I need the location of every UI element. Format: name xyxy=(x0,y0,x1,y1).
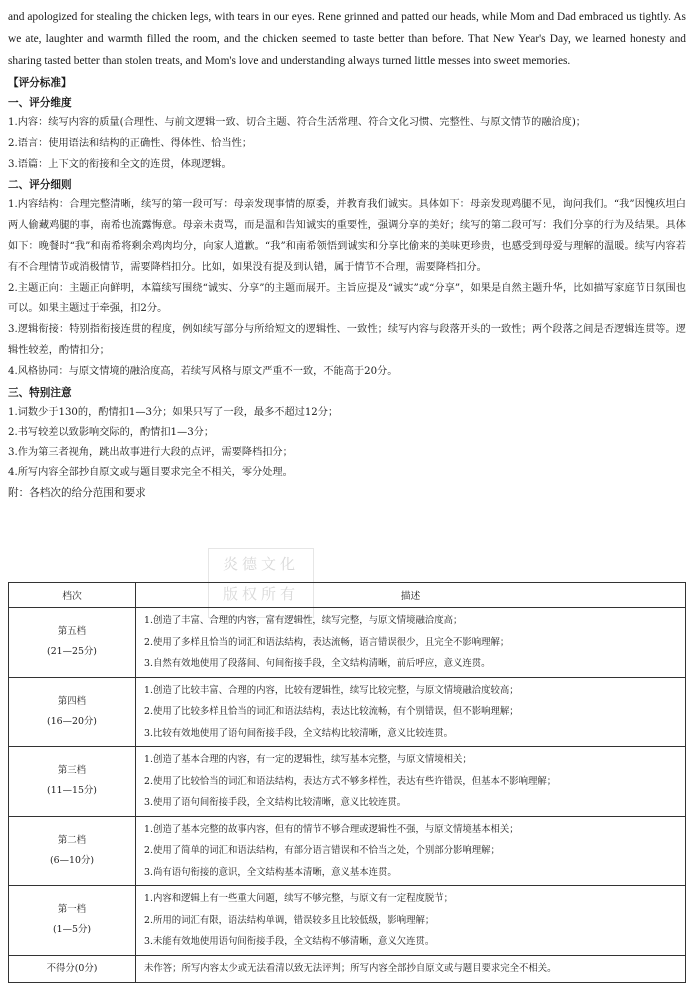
level-name: 第五档 xyxy=(57,626,87,638)
table-caption: 附：各档次的给分范围和要求 xyxy=(8,486,146,499)
dims-item-1: 1.内容：续写内容的质量(合理性、与前文逻辑一致、切合主题、符合生活常理、符合文化习惯、完整性、与原文情节的融洽度)； xyxy=(8,117,586,128)
description-cell xyxy=(136,747,686,817)
table-row xyxy=(9,608,686,678)
level-cell xyxy=(9,608,136,678)
table-row xyxy=(9,677,686,747)
table-row-zero xyxy=(9,955,686,982)
desc-line: 1.创造了比较丰富、合理的内容，比较有逻辑性，续写比较完整，与原文情境融洽度较高； xyxy=(144,684,519,696)
table-row xyxy=(9,886,686,956)
desc-line: 3.尚有语句衔接的意识，全文结构基本清晰，意义基本连贯。 xyxy=(144,866,397,878)
level-range: (11—15分) xyxy=(47,785,97,797)
table-row xyxy=(9,747,686,817)
section-heading-dims: 一、评分维度 xyxy=(8,97,72,109)
table-header-row xyxy=(9,583,686,608)
desc-line: 3.自然有效地使用了段落间、句间衔接手段，全文结构清晰，前后呼应，意义连贯。 xyxy=(144,658,491,669)
header-description: 描述 xyxy=(136,583,686,608)
desc-line: 1.创造了丰富、合理的内容，富有逻辑性，续写完整，与原文情境融洽度高； xyxy=(144,615,463,626)
description-cell xyxy=(136,677,686,747)
level-range: (16—20分) xyxy=(47,715,97,727)
desc-line: 3.比较有效地使用了语句间衔接手段，全文结构比较清晰，意义比较连贯。 xyxy=(144,727,453,739)
level-name: 第二档 xyxy=(57,834,87,846)
level-cell xyxy=(9,886,136,956)
level-range: (6—10分) xyxy=(50,854,94,866)
notes-item-4: 4.所写内容全部抄自原文或与题目要求完全不相关，零分处理。 xyxy=(8,466,293,478)
document-page xyxy=(8,6,686,503)
description-cell: 未作答；所写内容太少或无法看清以致无法评判；所写内容全部抄自原文或与题目要求完全不相关。 xyxy=(136,955,686,982)
dims-item-2: 2.语言：使用语法和结构的正确性、得体性、恰当性； xyxy=(8,137,253,149)
level-range: (21—25分) xyxy=(47,646,97,658)
notes-item-2: 2.书写较差以致影响交际的，酌情扣1—3分； xyxy=(8,426,215,438)
watermark-line-2: 版权所有 xyxy=(222,585,299,603)
desc-line: 2.使用了比较多样且恰当的词汇和语法结构，表达比较流畅，有个别错误，但不影响理解； xyxy=(144,706,519,717)
desc-line: 1.创造了基本合理的内容，有一定的逻辑性，续写基本完整，与原文情境相关； xyxy=(144,754,472,765)
watermark-line-1: 炎德文化 xyxy=(222,555,299,573)
header-level: 档次 xyxy=(9,583,136,608)
description-cell xyxy=(136,816,686,886)
standard-title: 【评分标准】 xyxy=(8,77,72,89)
section-heading-rules: 二、评分细则 xyxy=(8,179,72,192)
dims-item-3: 3.语篇：上下文的衔接和全文的连贯，体现逻辑。 xyxy=(8,158,232,170)
level-name: 第一档 xyxy=(57,904,87,916)
level-name: 第四档 xyxy=(57,695,87,707)
rules-item-3: 3.逻辑衔接：特别指衔接连贯的程度，例如续写部分与所给短文的逻辑性、一致性；续写内容与段落开头的一致性；两个段落之间是否逻辑连贯等。逻辑性较差，酌情扣分； xyxy=(8,324,686,356)
rules-item-4: 4.风格协同：与原文情境的融洽度高，若续写风格与原文严重不一致，不能高于20分。 xyxy=(8,365,398,377)
level-cell: 不得分(0分) xyxy=(9,955,136,982)
desc-line: 1.内容和逻辑上有一些重大问题，续写不够完整，与原文有一定程度脱节； xyxy=(144,893,453,904)
level-cell xyxy=(9,816,136,886)
rules-item-2: 2.主题正向：主题正向鲜明，本篇续写围绕“诚实、分享”的主题而展开。主旨应提及“诚实”或“分享”，如果是自然主题升华，比如描写家庭节日氛围也可以。如果主题过于牵强，扣2分。 xyxy=(8,282,686,315)
desc-line: 2.所用的词汇有限，语法结构单调，错误较多且比较低级，影响理解； xyxy=(144,914,435,926)
desc-line: 3.未能有效地使用语句间衔接手段，全文结构不够清晰，意义欠连贯。 xyxy=(144,936,435,947)
desc-line: 1.创造了基本完整的故事内容，但有的情节不够合理或逻辑性不强，与原文情境基本相关； xyxy=(144,823,519,835)
desc-line: 2.使用了比较恰当的词汇和语法结构，表达方式不够多样性，表达有些许错误，但基本不影响理解； xyxy=(144,775,557,787)
notes-item-3: 3.作为第三者视角，跳出故事进行大段的点评，需要降档扣分； xyxy=(8,446,293,458)
story-paragraph: and apologized for stealing the chicken legs, with tears in our eyes. Rene grinned and patted our heads, while Mom and Dad embraced us tightly. As we ate, laughter and warmth filled the room, and the chicken seemed to taste better than before. That New Year's Day, we learned honesty and sharing tasted better than stolen treats, and Mom's love and understanding always turned little messes into sweet memories. xyxy=(8,11,686,67)
desc-line: 3.使用了语句间衔接手段，全文结构比较清晰，意义比较连贯。 xyxy=(144,797,407,808)
rules-item-1: 1.内容结构：合理完整清晰，续写的第一段可写：母亲发现事情的原委，并教育我们诚实。具体如下：母亲发现鸡腿不见，询问我们。“我”因愧疚坦白两人偷藏鸡腿的事，南希也流露悔意。母亲未责骂，而是温和告知诚实的重要性，强调分享的美好；续写的第二段可写：我们分享的行为及结果。具体如下：晚餐时“我”和南希将剩余鸡肉均分，向家人道歉。“我”和南希领悟到诚实和分享比偷来的美味更珍贵，也感受到母爱与理解的温暖。续写内容若有不合理情节或消极情节，需要降档扣分。比如，如果没有提及到认错，属于情节不合理，需要降档扣分。 xyxy=(8,199,686,273)
description-cell xyxy=(136,886,686,956)
level-range: (1—5分) xyxy=(53,924,91,936)
section-heading-notes: 三、特别注意 xyxy=(8,386,72,399)
description-cell xyxy=(136,608,686,678)
level-cell xyxy=(9,747,136,817)
level-cell xyxy=(9,677,136,747)
desc-line: 2.使用了多样且恰当的词汇和语法结构，表达流畅，语言错误很少，且完全不影响理解； xyxy=(144,636,510,648)
notes-item-1: 1.词数少于130的，酌情扣1—3分；如果只写了一段，最多不超过12分； xyxy=(8,406,339,418)
table-row xyxy=(9,816,686,886)
grading-table xyxy=(8,582,686,983)
level-name: 第三档 xyxy=(57,765,87,777)
desc-line: 2.使用了简单的词汇和语法结构，有部分语言错误和不恰当之处，个别部分影响理解； xyxy=(144,845,500,856)
